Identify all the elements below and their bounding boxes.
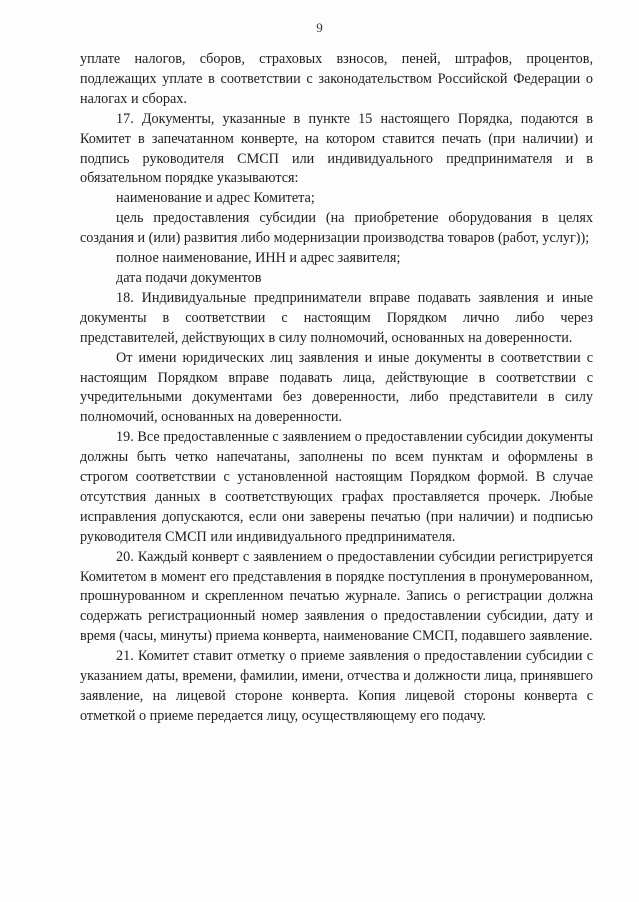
paragraph-legal-entities: От имени юридических лиц заявления и иные документы в соответствии с настоящим Порядком вправе подавать лица, действующие в соответствии с учредительными документами без доверенности, либо представители в силу полномочий, основанных на доверенности.	[80, 349, 593, 426]
paragraph-17: 17. Документы, указанные в пункте 15 настоящего Порядка, подаются в Комитет в запечатанном конверте, на котором ставится печать (при наличии) и подпись руководителя СМСП или индивидуального предпринимателя и в обязательном порядке указываются:	[80, 110, 593, 187]
list-item-subsidy-purpose: цель предоставления субсидии (на приобретение оборудования в целях создания и (или) развития либо модернизации производства товаров (работ, услуг));	[80, 210, 593, 247]
list-item-committee-name: наименование и адрес Комитета;	[116, 190, 315, 207]
paragraph-19: 19. Все предоставленные с заявлением о предоставлении субсидии документы должны быть четко напечатаны, заполнены по всем пунктам и оформлены в строгом соответствии с установленной настоящим Порядком формой. В случае отсутствия данных в соответствующих графах проставляется прочерк. Любые исправления допускаются, если они заверены печатью (при наличии) и подписью руководителя СМСП или индивидуального предпринимателя.	[80, 429, 593, 545]
paragraph-continuation: уплате налогов, сборов, страховых взносов, пеней, штрафов, процентов, подлежащих уплате в соответствии с законодательством Российской Федерации о налогах и сборах.	[80, 51, 593, 107]
document-body	[80, 50, 593, 727]
paragraph-18: 18. Индивидуальные предприниматели вправе подавать заявления и иные документы в соответствии с настоящим Порядком лично либо через представителей, действующих в силу полномочий, основанных на доверенности.	[80, 289, 593, 346]
paragraph-21: 21. Комитет ставит отметку о приеме заявления о предоставлении субсидии с указанием даты, времени, фамилии, имени, отчества и должности лица, принявшего заявление, на лицевой стороне конверта. Копия лицевой стороны конверта с отметкой о приеме передается лицу, осуществляющему его подачу.	[80, 648, 593, 724]
page-number: 9	[316, 20, 323, 35]
paragraph-20: 20. Каждый конверт с заявлением о предоставлении субсидии регистрируется Комитетом в момент его представления в порядке поступления в пронумерованном, прошнурованном и скрепленном печатью журнале. Запись о регистрации должна содержать регистрационный номер заявления о предоставлении субсидии, дату и время (часы, минуты) приема конверта, наименование СМСП, подавшего заявление.	[80, 548, 593, 645]
list-item-applicant-details: полное наименование, ИНН и адрес заявителя;	[116, 250, 401, 267]
list-item-submission-date: дата подачи документов	[116, 269, 262, 286]
